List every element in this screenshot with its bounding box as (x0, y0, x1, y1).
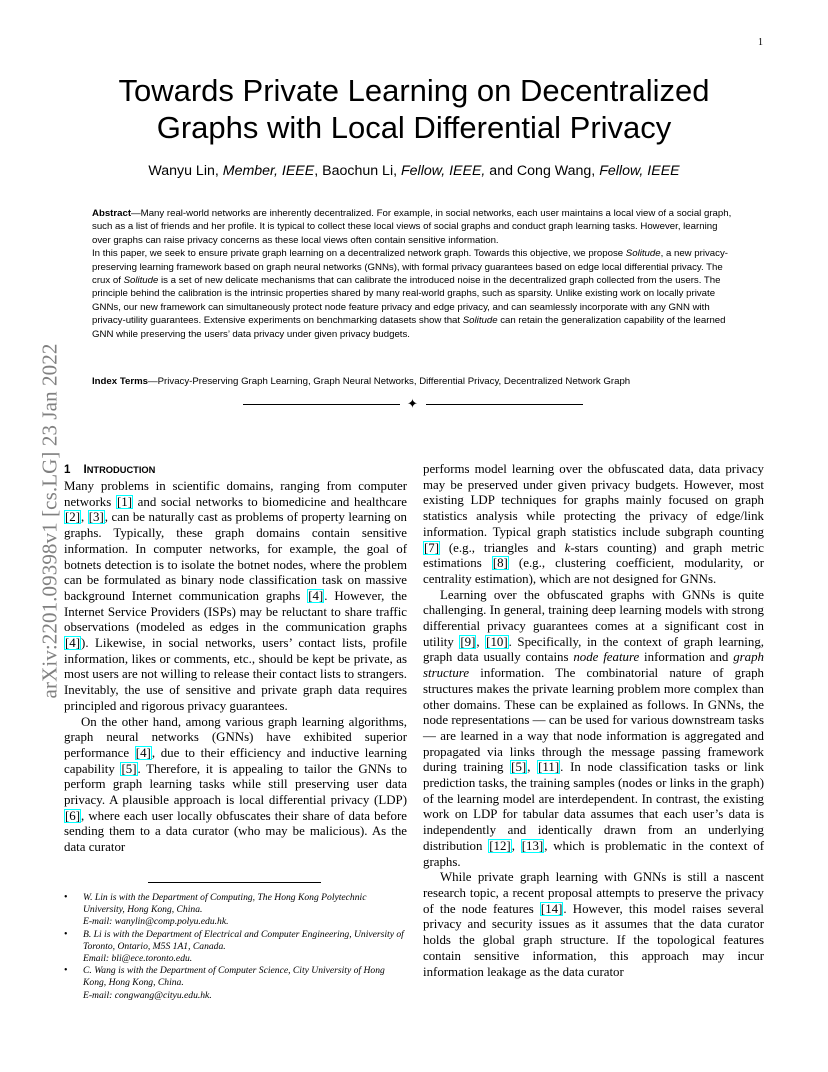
left-paragraph-2 (64, 715, 407, 856)
abstract-text-2g: can retain the generalization capability of the learned GNN while preserving the users’ data privacy under given privacy budgets. (92, 315, 726, 340)
citation-link[interactable]: [4] (65, 636, 81, 651)
author-1-role: Member, IEEE (222, 163, 315, 179)
paragraph-text: . Therefore, it is appealing to tailor the GNNs to perform graph learning tasks while still preserving user data privacy. A plausible approach is local differential privacy (LDP) (64, 761, 407, 808)
bullet-icon: • (64, 965, 68, 977)
paragraph-text: (e.g., clustering coefficient, modularity, or centrality estimation), which are not designed for GNNs. (423, 556, 764, 586)
footnote-item (64, 929, 407, 966)
paragraph-text: , which is problematic in the context of graphs. (423, 838, 765, 869)
citation-link[interactable]: [6] (65, 808, 81, 823)
paragraph-text: performs model learning over the obfuscated data, data privacy may be preserved under given privacy budgets. However, most existing LDP techniques for graphs mainly focused on graph statistics analysis while protecting the privacy of edge/link information. Typical graph statistics include subgraph counting (423, 462, 764, 539)
section-number: 1 (64, 463, 71, 476)
author-2-name: , Baochun Li, (314, 163, 401, 179)
citation-link[interactable]: [12] (489, 838, 511, 853)
footnote-email: E-mail: congwang@cityu.edu.hk. (83, 989, 212, 1001)
citation-link[interactable]: [7] (424, 540, 440, 555)
citation-link[interactable]: [11] (538, 760, 560, 775)
right-paragraph-2 (423, 588, 764, 871)
arxiv-stamp: arXiv:2201.09398v1 [cs.LG] 23 Jan 2022 (37, 343, 62, 699)
section-title-first: I (83, 463, 87, 476)
footnote-rule (148, 882, 321, 883)
paragraph-text: , (527, 760, 538, 775)
index-terms-label: Index Terms (92, 376, 148, 387)
citation-link[interactable]: [5] (121, 761, 137, 776)
paragraph-text: , where each user locally obfuscates their share of data before sending them to a data curator (who may be malicious). As the data curator (64, 808, 407, 855)
paragraph-text: ). Likewise, in social networks, users’ contact lists, profile information, likes or comments, etc., should be kept be private, as most users are not willing to release their contact lists to strangers. Inevitably, the use of sensitive and private graph data requires principled and rigorous privacy guarantees. (64, 636, 407, 713)
paragraph-text: . However, the Internet Service Providers (ISPs) may be reluctant to share traffic observations (modeled as edges in the communication graphs (64, 588, 407, 635)
paragraph-text: -stars counting) and graph metric estimations (423, 540, 764, 571)
paragraph-text: , (511, 838, 521, 853)
abstract-text-1: —Many real-world networks are inherently decentralized. For example, in social networks, each user maintains a local view of a social graph, such as a list of friends and her profile. It is typical to collect these local views of social graphs and conduct graph learning tasks. However, learning over graphs can raise privacy concerns as these local views often contain sensitive information. (92, 208, 732, 246)
title-line-1: Towards Private Learning on Decentralized (118, 73, 710, 108)
title-line-2: Graphs with Local Differential Privacy (156, 110, 672, 145)
paragraph-text: , can be naturally cast as problems of property learning on graphs. Typically, these graph domains contain sensitive information. In computer networks, for example, the goal of botnets detection is to isolate the botnet nodes, where the problem can be formulated as binary node classification task on massive background Internet communication graphs (64, 510, 408, 603)
italic-term: k (564, 540, 571, 555)
right-paragraph-3 (423, 870, 764, 980)
author-3-name: and Cong Wang, (485, 163, 600, 179)
abstract-text-2e: is a set of new delicate mechanisms that can calibrate the introduced noise in the decentralized graph collected from the users. The principle behind the calibration is the intrinsic properties shared by many real-world graphs, such as sparsity. Unlike existing work on locally private GNNs, our new framework can simultaneously protect node feature privacy and edge privacy, and can seamlessly incorporate with any GNN with privacy-utility guarantees. Extensive experiments on benchmarking datasets show that (92, 275, 721, 327)
paragraph-text: . However, this model raises several privacy and security issues as it assumes that the data curator holds the global graph structure. If the topological features contain sensitive information, this approach may incur information leakage as the data curator (423, 901, 764, 979)
paragraph-text: , (476, 634, 486, 649)
italic-term: node feature (573, 650, 640, 665)
footnotes (64, 892, 407, 1002)
citation-link[interactable]: [10] (486, 634, 508, 649)
index-terms (92, 376, 738, 387)
footnote-email: E-mail: wanylin@comp.polyu.edu.hk. (83, 916, 229, 928)
citation-link[interactable]: [3] (88, 510, 104, 525)
footnote-item (64, 965, 407, 1002)
paragraph-text: (e.g., triangles and (440, 540, 565, 555)
author-list (70, 163, 758, 179)
footnote-affiliation: W. Lin is with the Department of Computing, The Hong Kong Polytechnic University, Hong Kong, China. (83, 892, 367, 916)
abstract-label: Abstract (92, 208, 132, 219)
paragraph-text: Many problems in scientific domains, ranging from computer networks (64, 479, 407, 509)
footnote-item (64, 892, 407, 929)
separator-line-left (243, 404, 400, 405)
section-title-rest: NTRODUCTION (86, 465, 156, 475)
paragraph-text: , due to their efficiency and inductive learning capability (64, 745, 407, 776)
paper-title (70, 72, 758, 146)
bullet-icon: • (64, 928, 68, 940)
abstract-text-2a: In this paper, we seek to ensure private graph learning on a decentralized network graph. Towards this objective, we propose (92, 248, 626, 260)
footnote-affiliation: B. Li is with the Department of Electrical and Computer Engineering, University of Toronto, Ontario, M5S 1A1, Canada. (83, 928, 404, 952)
paragraph-text: . In node classification tasks or link prediction tasks, the training samples (nodes or links in the graph) of the learning model are interdependent. In contrast, the existing work on LDP for tabular data assumes that each user’s data is independently and identically drawn from an underlying distribution (423, 760, 764, 853)
section-separator (243, 398, 585, 412)
paragraph-text: and social networks to biomedicine and healthcare (132, 494, 408, 509)
abstract-solitude-1: Solitude (625, 248, 661, 260)
paragraph-text: Learning over the obfuscated graphs with GNNs is quite challenging. In general, training deep learning models with strong differential privacy guarantees comes at a significant cost in utility (423, 587, 764, 649)
citation-link[interactable]: [4] (308, 588, 324, 603)
paragraph-text: , (81, 510, 88, 525)
paragraph-text: information and (639, 650, 734, 665)
citation-link[interactable]: [2] (65, 510, 81, 525)
section-title (83, 463, 155, 476)
separator-line-right (426, 404, 583, 405)
paragraph-text: On the other hand, among various graph learning algorithms, graph neural networks (GNNs) have exhibited superior performance (64, 714, 407, 760)
section-heading (64, 462, 407, 476)
right-column (423, 462, 764, 980)
citation-link[interactable]: [13] (521, 838, 544, 853)
citation-link[interactable]: [5] (511, 760, 527, 775)
diamond-icon: ✦ (407, 397, 418, 412)
abstract-solitude-2: Solitude (123, 275, 159, 287)
footnote-email: Email: bli@ece.toronto.edu. (83, 953, 193, 965)
citation-link[interactable]: [14] (540, 901, 563, 916)
italic-term: graph structure (423, 650, 764, 681)
citation-link[interactable]: [1] (116, 494, 132, 509)
abstract-paragraph-1 (92, 207, 738, 247)
author-2-role: Fellow, IEEE, (400, 163, 486, 179)
citation-link[interactable]: [9] (460, 634, 476, 649)
paragraph-text: . Specifically, in the context of graph learning, graph data usually contains (423, 634, 764, 665)
bullet-icon: • (64, 892, 68, 903)
abstract-solitude-3: Solitude (462, 315, 498, 327)
abstract-paragraph-2 (92, 247, 738, 341)
author-3-role: Fellow, IEEE (599, 163, 680, 179)
abstract (92, 207, 738, 341)
author-1-name: Wanyu Lin, (148, 163, 223, 179)
index-terms-text: —Privacy-Preserving Graph Learning, Graph Neural Networks, Differential Privacy, Decentralized Network Graph (148, 376, 631, 387)
citation-link[interactable]: [4] (135, 745, 151, 760)
abstract-text-2c: , a new privacy-preserving learning framework based on graph neural networks (GNNs), with formal privacy guarantees based on edge local differential privacy. The crux of (92, 248, 728, 287)
citation-link[interactable]: [8] (492, 556, 508, 571)
left-paragraph-1 (64, 479, 407, 715)
footnote-affiliation: C. Wang is with the Department of Computer Science, City University of Hong Kong, Hong Kong, China. (83, 965, 385, 989)
right-paragraph-1 (423, 462, 764, 588)
left-column (64, 462, 407, 856)
paragraph-text: While private graph learning with GNNs is still a nascent research topic, a recent proposal attempts to preserve the privacy of the node features (423, 870, 764, 916)
paragraph-text: information. The combinatorial nature of graph structures makes the private learning problem more complex than other domains. These can be explained as follows. In GNNs, the node representations — can be used for various downstream tasks — are learned in a way that node information is aggregated and propagated via links through the message passing framework during training (423, 666, 764, 775)
page-number: 1 (758, 37, 763, 48)
